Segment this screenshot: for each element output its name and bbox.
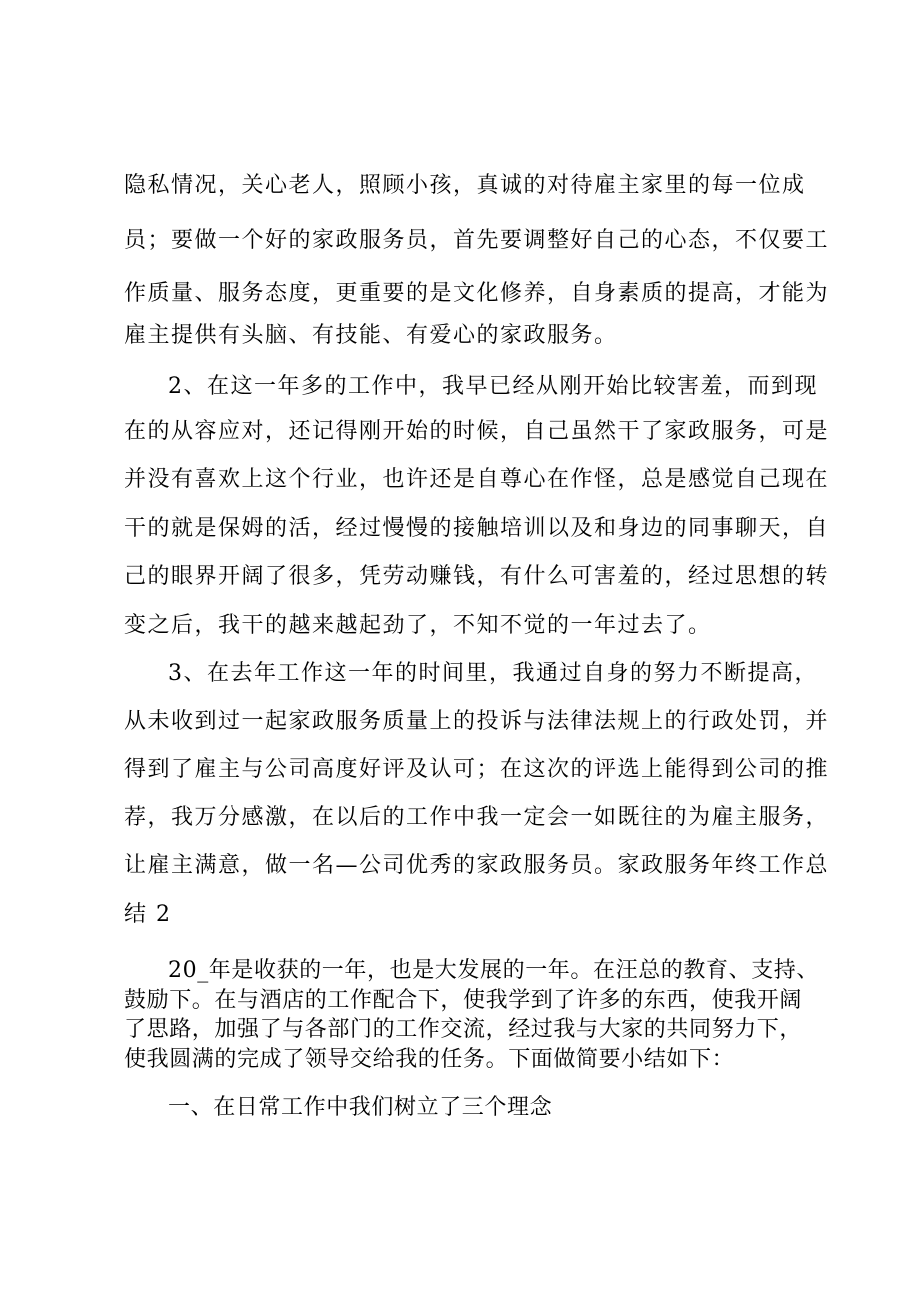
text-line: 干的就是保姆的活，经过慢慢的接触培训以及和身边的同事聊天，自	[124, 516, 830, 541]
text-line: 让雇主满意，做一名—公司优秀的家政服务员。家政服务年终工作总	[124, 853, 830, 878]
paragraph-4-first-line: 20_年是收获的一年，也是大发展的一年。在汪总的教育、支持、	[168, 958, 819, 983]
text-line: 了思路，加强了与各部门的工作交流，经过我与大家的共同努力下，	[124, 1017, 803, 1042]
text-line: 雇主提供有头脑、有技能、有爱心的家政服务。	[124, 323, 618, 348]
text-line: 作质量、服务态度，更重要的是文化修养，自身素质的提高，才能为	[124, 281, 830, 306]
text-line: 荐，我万分感激，在以后的工作中我一定会一如既往的为雇主服务，	[124, 805, 830, 830]
paragraph-3-first-line: 3、在去年工作这一年的时间里，我通过自身的努力不断提高，	[168, 661, 818, 686]
text-line: 从未收到过一起家政服务质量上的投诉与法律法规上的行政处罚，并	[124, 709, 830, 734]
text-line: 得到了雇主与公司高度好评及认可；在这次的评选上能得到公司的推	[124, 757, 830, 782]
text-line: 鼓励下。在与酒店的工作配合下，使我学到了许多的东西，使我开阔	[124, 988, 803, 1013]
section-number-line: 结 2	[124, 902, 172, 927]
subheading: 一、在日常工作中我们树立了三个理念	[168, 1095, 553, 1120]
text-line: 隐私情况，关心老人，照顾小孩，真诚的对待雇主家里的每一位成	[124, 173, 806, 198]
text-line: 在的从容应对，还记得刚开始的时候，自己虽然干了家政服务，可是	[124, 419, 830, 444]
text-line: 使我圆满的完成了领导交给我的任务。下面做简要小结如下：	[124, 1047, 735, 1072]
text-line: 己的眼界开阔了很多，凭劳动赚钱，有什么可害羞的，经过思想的转	[124, 564, 830, 589]
paragraph-2-first-line: 2、在这一年多的工作中，我早已经从刚开始比较害羞，而到现	[168, 374, 818, 399]
text-line: 员；要做一个好的家政服务员，首先要调整好自己的心态，不仅要工	[124, 228, 830, 253]
text-line: 并没有喜欢上这个行业，也许还是自尊心在作怪，总是感觉自己现在	[124, 467, 830, 492]
text-line: 变之后，我干的越来越起劲了，不知不觉的一年过去了。	[124, 613, 712, 638]
